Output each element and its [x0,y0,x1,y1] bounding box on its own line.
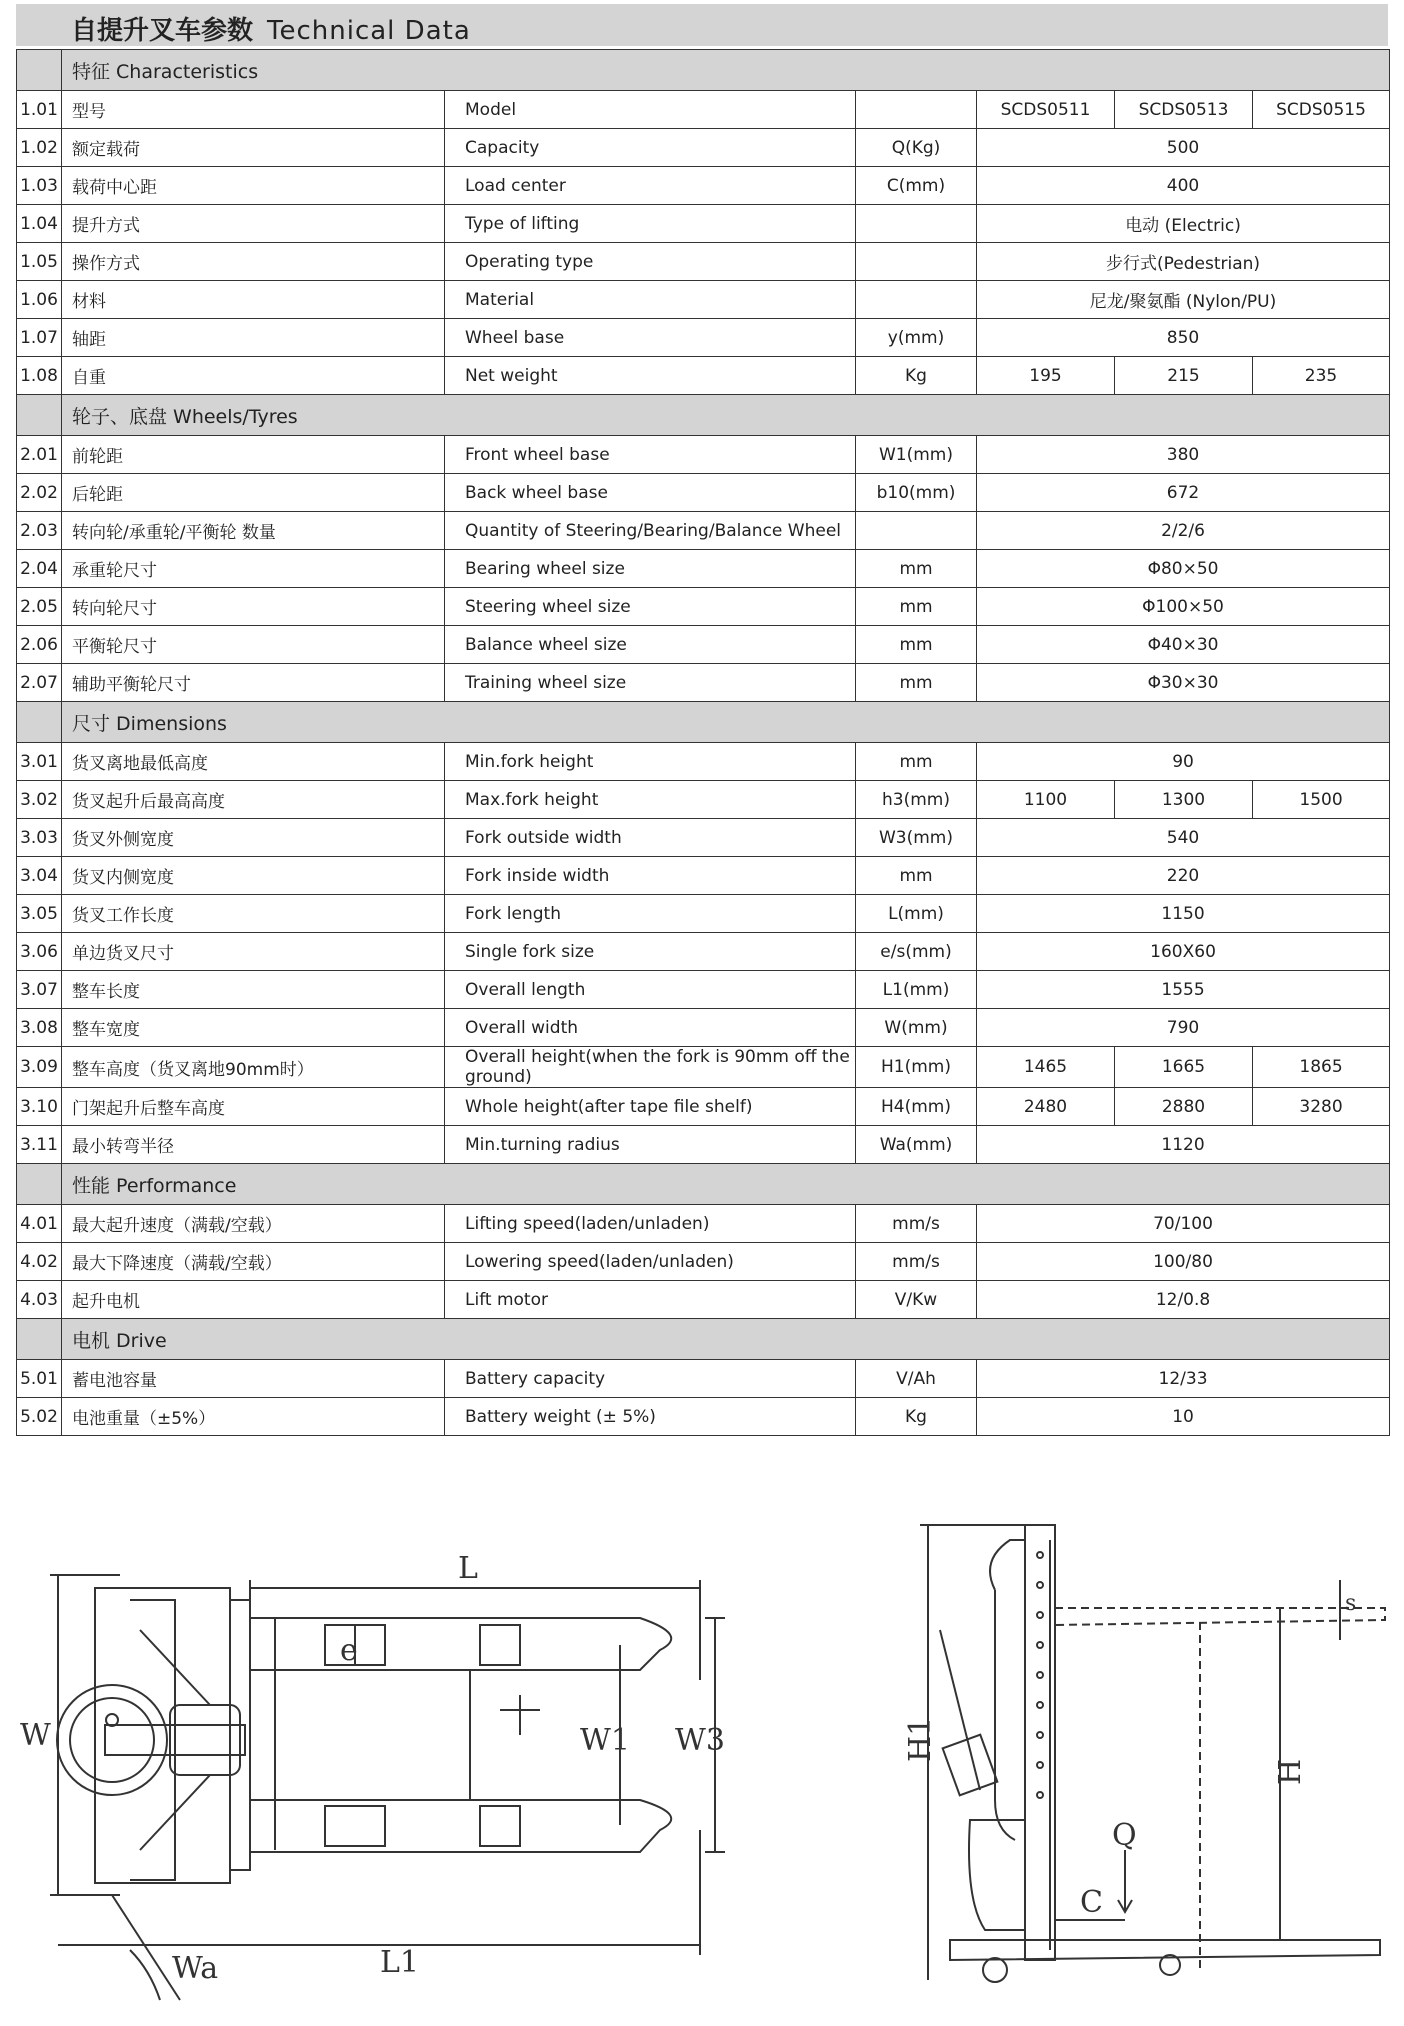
table-row [17,588,1390,626]
row-number: 3.06 [17,933,62,971]
drawings [0,1500,1404,2026]
param-unit: mm/s [856,1205,977,1243]
param-name-cn: 转向轮尺寸 [62,588,445,626]
section-header [17,1319,1390,1360]
value-SCDS0513: 1300 [1115,781,1253,819]
param-name-cn: 提升方式 [62,205,445,243]
row-number: 5.02 [17,1398,62,1436]
value-all-models: 672 [977,474,1390,512]
param-name-en: Front wheel base [445,436,856,474]
param-name-en: Single fork size [445,933,856,971]
param-name-cn: 蓄电池容量 [62,1360,445,1398]
param-name-en: Min.turning radius [445,1126,856,1164]
section-num-cell [17,702,62,743]
dim-C: C [1080,1885,1103,1920]
param-name-cn: 载荷中心距 [62,167,445,205]
value-SCDS0513: 2880 [1115,1088,1253,1126]
param-unit [856,281,977,319]
table-row [17,626,1390,664]
value-all-models: 70/100 [977,1205,1390,1243]
row-number: 1.08 [17,357,62,395]
value-SCDS0515: SCDS0515 [1253,91,1390,129]
section-header [17,1164,1390,1205]
value-all-models: 500 [977,129,1390,167]
param-name-cn: 最大起升速度（满载/空载） [62,1205,445,1243]
title-bar [16,4,1388,46]
table-row [17,819,1390,857]
table-row [17,319,1390,357]
section-title: 性能 Performance [62,1164,1390,1205]
section-num-cell [17,50,62,91]
top-view-drawing [0,1500,760,2010]
param-unit: Kg [856,357,977,395]
dim-H: H [1273,1758,1308,1785]
param-name-cn: 转向轮/承重轮/平衡轮 数量 [62,512,445,550]
value-all-models: 790 [977,1009,1390,1047]
value-all-models: Φ100×50 [977,588,1390,626]
dim-H1: H1 [903,1716,938,1762]
side-view-drawing [900,1500,1400,2020]
section-title: 轮子、底盘 Wheels/Tyres [62,395,1390,436]
section-header [17,50,1390,91]
param-name-cn: 最大下降速度（满载/空载） [62,1243,445,1281]
table-row [17,933,1390,971]
page-title [71,10,471,47]
section-title: 尺寸 Dimensions [62,702,1390,743]
row-number: 4.03 [17,1281,62,1319]
param-unit: mm/s [856,1243,977,1281]
param-name-en: Back wheel base [445,474,856,512]
row-number: 5.01 [17,1360,62,1398]
param-unit: mm [856,550,977,588]
row-number: 2.03 [17,512,62,550]
param-name-cn: 货叉起升后最高高度 [62,781,445,819]
param-name-en: Fork inside width [445,857,856,895]
param-name-cn: 操作方式 [62,243,445,281]
param-name-cn: 整车高度（货叉离地90mm时） [62,1047,445,1088]
value-all-models: 12/33 [977,1360,1390,1398]
value-all-models: Φ80×50 [977,550,1390,588]
param-name-en: Lowering speed(laden/unladen) [445,1243,856,1281]
dim-Wa: Wa [172,1951,219,1986]
dim-L1: L1 [380,1945,420,1980]
section-header [17,702,1390,743]
value-SCDS0515: 3280 [1253,1088,1390,1126]
param-name-en: Lifting speed(laden/unladen) [445,1205,856,1243]
table-row [17,857,1390,895]
row-number: 2.06 [17,626,62,664]
table-row [17,1126,1390,1164]
param-name-en: Whole height(after tape file shelf) [445,1088,856,1126]
param-name-en: Fork length [445,895,856,933]
value-all-models: 电动 (Electric) [977,205,1390,243]
row-number: 4.02 [17,1243,62,1281]
table-row [17,1088,1390,1126]
value-SCDS0513: SCDS0513 [1115,91,1253,129]
value-all-models: 100/80 [977,1243,1390,1281]
row-number: 1.05 [17,243,62,281]
param-unit: C(mm) [856,167,977,205]
param-unit: Q(Kg) [856,129,977,167]
param-name-en: Operating type [445,243,856,281]
param-name-cn: 承重轮尺寸 [62,550,445,588]
param-name-cn: 货叉外侧宽度 [62,819,445,857]
table-row [17,91,1390,129]
row-number: 3.04 [17,857,62,895]
table-row [17,664,1390,702]
table-row [17,474,1390,512]
value-all-models: 1150 [977,895,1390,933]
row-number: 1.02 [17,129,62,167]
table-row [17,1243,1390,1281]
param-unit [856,91,977,129]
param-unit: Kg [856,1398,977,1436]
value-SCDS0515: 1865 [1253,1047,1390,1088]
value-SCDS0515: 235 [1253,357,1390,395]
param-name-en: Battery capacity [445,1360,856,1398]
row-number: 1.04 [17,205,62,243]
param-unit: H1(mm) [856,1047,977,1088]
param-unit: V/Kw [856,1281,977,1319]
param-name-en: Lift motor [445,1281,856,1319]
param-name-cn: 最小转弯半径 [62,1126,445,1164]
table-row [17,1360,1390,1398]
param-name-en: Training wheel size [445,664,856,702]
table-row [17,436,1390,474]
dim-e: e [340,1633,358,1668]
section-title: 电机 Drive [62,1319,1390,1360]
param-name-en: Type of lifting [445,205,856,243]
page-title-cn: 自提升叉车参数 [71,16,254,46]
row-number: 2.05 [17,588,62,626]
param-name-cn: 货叉离地最低高度 [62,743,445,781]
param-name-en: Capacity [445,129,856,167]
param-unit: mm [856,664,977,702]
param-name-en: Overall length [445,971,856,1009]
param-unit: h3(mm) [856,781,977,819]
table-row [17,550,1390,588]
table-row [17,205,1390,243]
table-row [17,1047,1390,1088]
section-title: 特征 Characteristics [62,50,1390,91]
param-name-cn: 前轮距 [62,436,445,474]
param-unit: W(mm) [856,1009,977,1047]
row-number: 3.07 [17,971,62,1009]
param-name-cn: 型号 [62,91,445,129]
value-all-models: 90 [977,743,1390,781]
value-all-models: 1555 [977,971,1390,1009]
row-number: 1.01 [17,91,62,129]
param-name-cn: 整车宽度 [62,1009,445,1047]
value-SCDS0511: SCDS0511 [977,91,1115,129]
row-number: 2.02 [17,474,62,512]
param-name-cn: 辅助平衡轮尺寸 [62,664,445,702]
value-SCDS0513: 215 [1115,357,1253,395]
value-SCDS0511: 195 [977,357,1115,395]
param-unit: b10(mm) [856,474,977,512]
value-all-models: 12/0.8 [977,1281,1390,1319]
param-name-en: Load center [445,167,856,205]
row-number: 3.10 [17,1088,62,1126]
param-unit [856,205,977,243]
value-SCDS0511: 1465 [977,1047,1115,1088]
row-number: 1.07 [17,319,62,357]
param-unit: L1(mm) [856,971,977,1009]
value-all-models: Φ30×30 [977,664,1390,702]
param-name-cn: 自重 [62,357,445,395]
value-all-models: 850 [977,319,1390,357]
dim-W1: W1 [580,1723,630,1758]
param-unit: L(mm) [856,895,977,933]
param-name-en: Model [445,91,856,129]
table-row [17,167,1390,205]
param-name-cn: 额定载荷 [62,129,445,167]
page-title-en: Technical Data [267,16,471,46]
row-number: 4.01 [17,1205,62,1243]
value-SCDS0513: 1665 [1115,1047,1253,1088]
table-row [17,781,1390,819]
param-name-cn: 货叉工作长度 [62,895,445,933]
value-all-models: 1120 [977,1126,1390,1164]
table-row [17,1398,1390,1436]
param-name-en: Wheel base [445,319,856,357]
dim-L: L [458,1551,478,1586]
value-all-models: 10 [977,1398,1390,1436]
param-unit [856,512,977,550]
param-name-en: Quantity of Steering/Bearing/Balance Wheel [445,512,856,550]
section-num-cell [17,1164,62,1205]
table-row [17,1281,1390,1319]
row-number: 3.05 [17,895,62,933]
table-row [17,743,1390,781]
value-all-models: 380 [977,436,1390,474]
table-row [17,971,1390,1009]
value-SCDS0515: 1500 [1253,781,1390,819]
value-all-models: Φ40×30 [977,626,1390,664]
param-unit: mm [856,743,977,781]
dim-W: W [20,1718,51,1753]
row-number: 2.04 [17,550,62,588]
param-unit: W3(mm) [856,819,977,857]
param-name-en: Balance wheel size [445,626,856,664]
value-all-models: 2/2/6 [977,512,1390,550]
value-all-models: 尼龙/聚氨酯 (Nylon/PU) [977,281,1390,319]
param-unit: mm [856,857,977,895]
section-num-cell [17,395,62,436]
table-row [17,1205,1390,1243]
row-number: 3.09 [17,1047,62,1088]
param-name-en: Battery weight (± 5%) [445,1398,856,1436]
value-all-models: 160X60 [977,933,1390,971]
value-all-models: 540 [977,819,1390,857]
param-name-en: Max.fork height [445,781,856,819]
row-number: 3.01 [17,743,62,781]
param-name-cn: 整车长度 [62,971,445,1009]
param-name-en: Steering wheel size [445,588,856,626]
value-all-models: 步行式(Pedestrian) [977,243,1390,281]
table-row [17,243,1390,281]
table-row [17,895,1390,933]
value-SCDS0511: 1100 [977,781,1115,819]
value-all-models: 400 [977,167,1390,205]
param-name-cn: 门架起升后整车高度 [62,1088,445,1126]
table-row [17,129,1390,167]
param-unit: mm [856,588,977,626]
section-header [17,395,1390,436]
param-name-cn: 轴距 [62,319,445,357]
param-name-en: Material [445,281,856,319]
param-name-cn: 单边货叉尺寸 [62,933,445,971]
param-name-cn: 货叉内侧宽度 [62,857,445,895]
technical-data-table [16,49,1390,1436]
table-row [17,357,1390,395]
row-number: 1.03 [17,167,62,205]
row-number: 3.02 [17,781,62,819]
param-name-cn: 电池重量（±5%） [62,1398,445,1436]
param-name-en: Bearing wheel size [445,550,856,588]
param-name-en: Overall height(when the fork is 90mm off the ground) [445,1047,856,1088]
table-row [17,512,1390,550]
row-number: 2.07 [17,664,62,702]
param-name-en: Fork outside width [445,819,856,857]
param-unit: y(mm) [856,319,977,357]
row-number: 3.08 [17,1009,62,1047]
param-name-en: Net weight [445,357,856,395]
row-number: 1.06 [17,281,62,319]
param-name-en: Min.fork height [445,743,856,781]
value-SCDS0511: 2480 [977,1088,1115,1126]
param-unit: V/Ah [856,1360,977,1398]
param-unit: e/s(mm) [856,933,977,971]
param-name-en: Overall width [445,1009,856,1047]
param-unit: Wa(mm) [856,1126,977,1164]
value-all-models: 220 [977,857,1390,895]
param-unit [856,243,977,281]
row-number: 3.03 [17,819,62,857]
param-unit: mm [856,626,977,664]
dim-W3: W3 [675,1723,725,1758]
param-name-cn: 平衡轮尺寸 [62,626,445,664]
dim-s: s [1345,1591,1357,1616]
row-number: 2.01 [17,436,62,474]
param-name-cn: 后轮距 [62,474,445,512]
dim-Q: Q [1112,1818,1137,1853]
param-name-cn: 起升电机 [62,1281,445,1319]
param-unit: W1(mm) [856,436,977,474]
table-row [17,1009,1390,1047]
param-unit: H4(mm) [856,1088,977,1126]
section-num-cell [17,1319,62,1360]
table-row [17,281,1390,319]
param-name-cn: 材料 [62,281,445,319]
row-number: 3.11 [17,1126,62,1164]
